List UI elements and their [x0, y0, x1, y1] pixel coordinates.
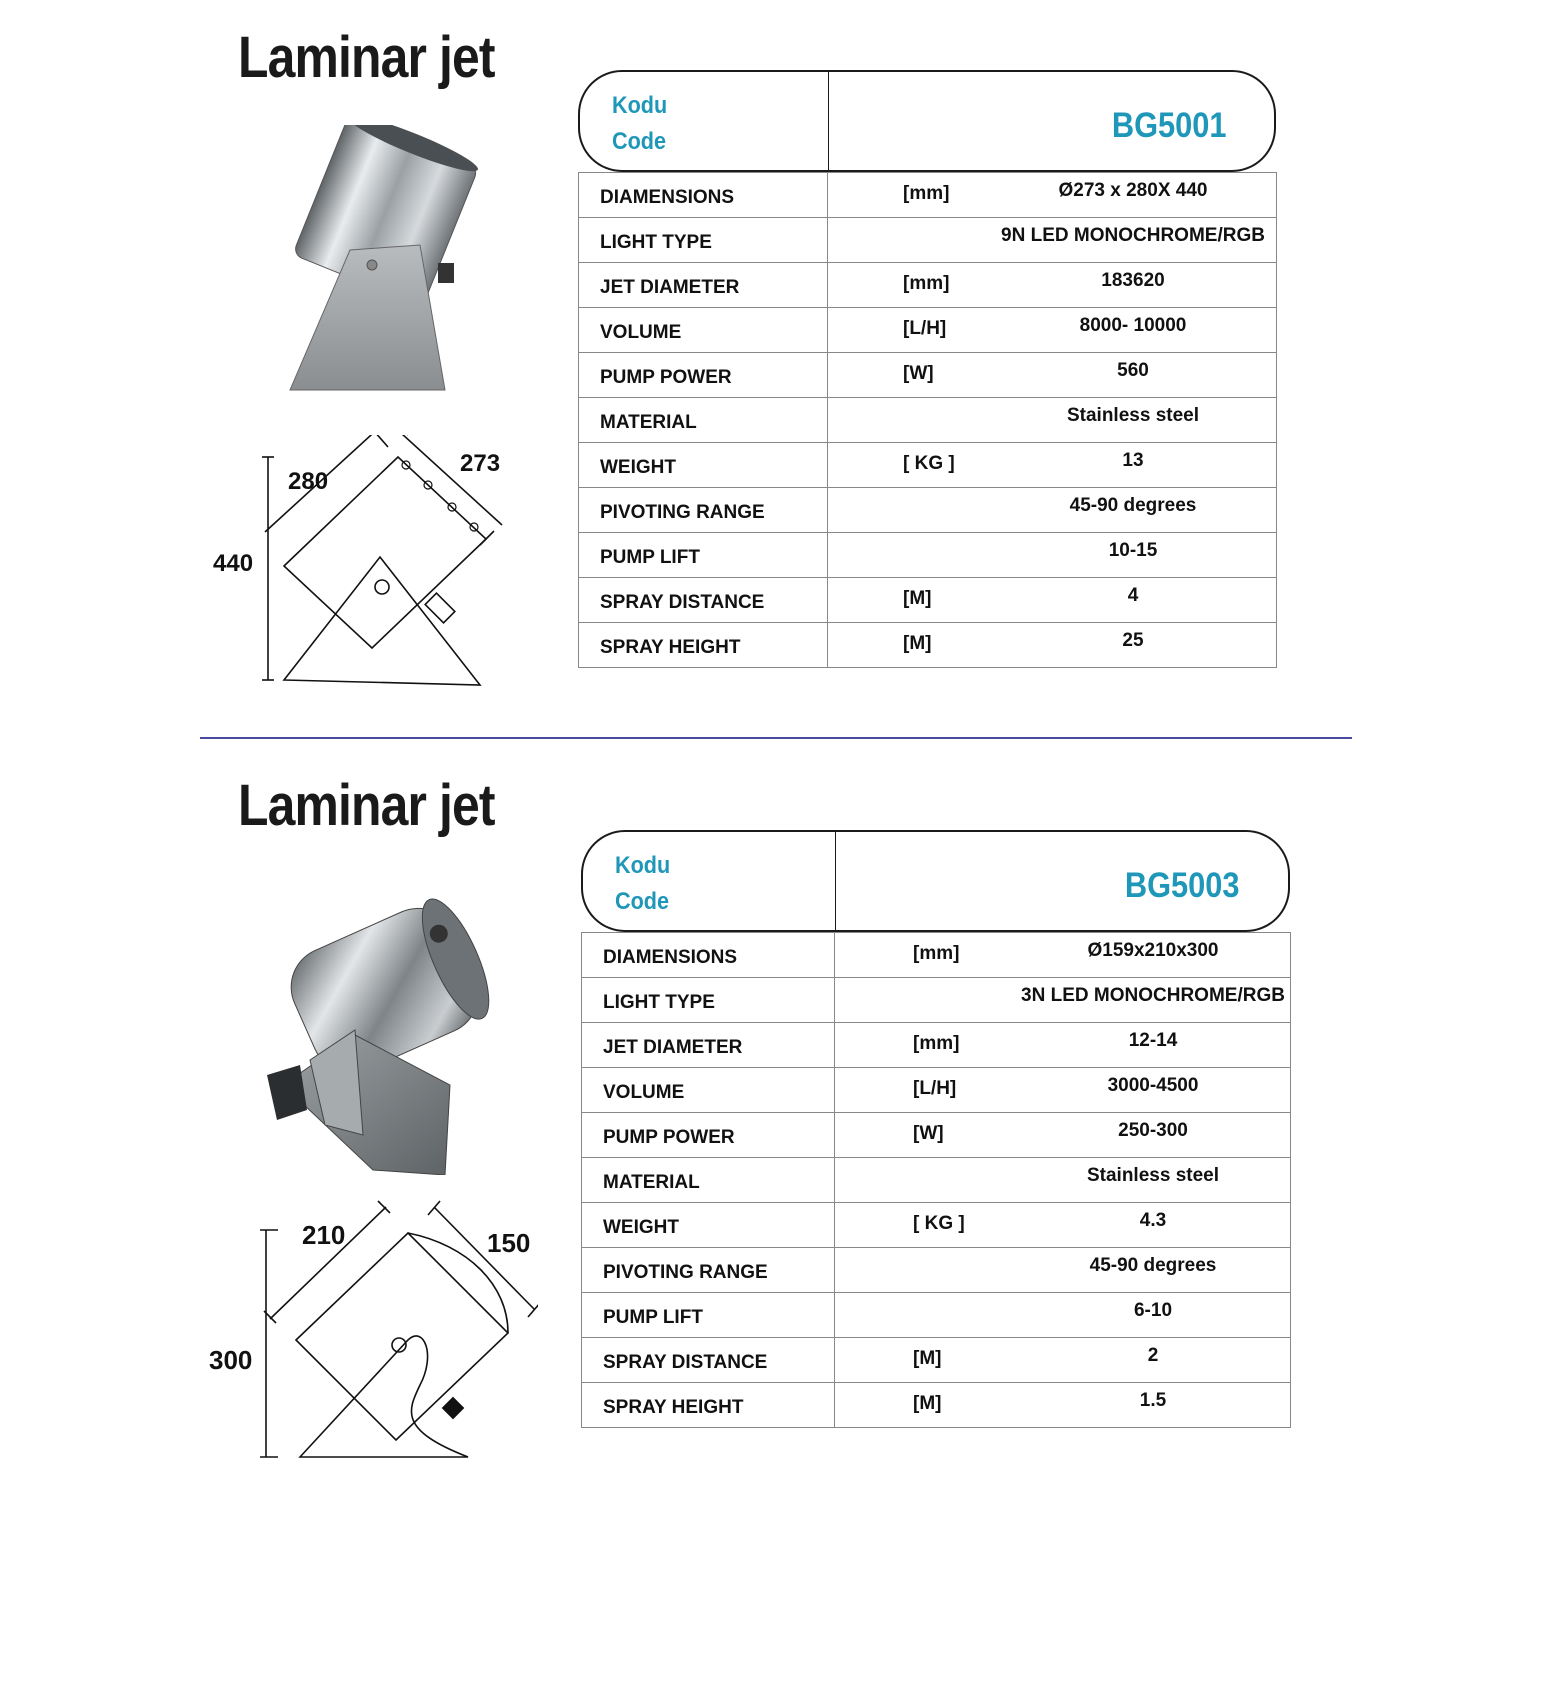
spec-value: 4 [1127, 585, 1139, 606]
spec-row [582, 1023, 1291, 1068]
spec-value-cell [835, 1023, 1291, 1068]
spec-row [579, 488, 1277, 533]
spec-value-cell [828, 488, 1277, 533]
kodu-label: Kodu [612, 92, 668, 119]
spec-label: JET DIAMETER [582, 1023, 835, 1068]
spec-value: 183620 [1101, 270, 1165, 291]
spec-label: MATERIAL [579, 398, 828, 443]
spec-label: SPRAY HEIGHT [579, 623, 828, 668]
spec-label: WEIGHT [582, 1203, 835, 1248]
spec-value: 3N LED MONOCHROME/RGB [1021, 985, 1285, 1006]
spec-row [579, 623, 1277, 668]
spec-row [582, 1248, 1291, 1293]
product-1-photo [270, 125, 480, 395]
kodu-code-label [615, 848, 670, 920]
kodu-code-label [612, 88, 667, 160]
product-2-photo [255, 885, 500, 1175]
spec-row [582, 1068, 1291, 1113]
spec-row [579, 578, 1277, 623]
spec-unit: [ KG ] [913, 1213, 965, 1234]
spec-unit: [ KG ] [903, 453, 955, 474]
spec-unit: [mm] [913, 943, 960, 964]
spec-label: PIVOTING RANGE [582, 1248, 835, 1293]
kodu-label: Kodu [615, 852, 671, 879]
spec-value-cell [835, 1158, 1291, 1203]
spec-row [582, 1113, 1291, 1158]
spec-row [579, 263, 1277, 308]
spec-row [579, 443, 1277, 488]
spec-row [582, 1158, 1291, 1203]
spec-row [579, 533, 1277, 578]
spec-value: 8000- 10000 [1079, 315, 1187, 336]
product-2-spec-table [581, 830, 1290, 1428]
spec-label: PIVOTING RANGE [579, 488, 828, 533]
spec-row [582, 978, 1291, 1023]
spec-row [579, 353, 1277, 398]
spec-label: PUMP LIFT [582, 1293, 835, 1338]
spec-value-cell [835, 1338, 1291, 1383]
spec-unit: [W] [903, 363, 934, 384]
spec-row [579, 173, 1277, 218]
spec-unit: [M] [903, 633, 932, 654]
spec-label: DIAMENSIONS [582, 933, 835, 978]
spec-value: Stainless steel [1086, 1165, 1220, 1186]
spec-value: 13 [1122, 450, 1144, 471]
product-2-title: Laminar jet [238, 773, 495, 838]
spec-value-cell [828, 443, 1277, 488]
spec-unit: [mm] [913, 1033, 960, 1054]
spec-value: 9N LED MONOCHROME/RGB [1001, 225, 1265, 246]
spec-label: JET DIAMETER [579, 263, 828, 308]
product-2-dim-length: 210 [302, 1220, 346, 1250]
spec-value: 25 [1122, 630, 1144, 651]
spec-label: PUMP POWER [579, 353, 828, 398]
spec-unit: [M] [913, 1348, 942, 1369]
spec-row [582, 1203, 1291, 1248]
spec-row [582, 1293, 1291, 1338]
spec-unit: [M] [903, 588, 932, 609]
spec-row [579, 398, 1277, 443]
spec-label: LIGHT TYPE [579, 218, 828, 263]
spec-value: 6-10 [1133, 1300, 1173, 1321]
spec-value-cell [835, 1203, 1291, 1248]
spec-value: 45-90 degrees [1069, 495, 1197, 516]
product-1-title: Laminar jet [238, 25, 495, 90]
spec-value: 250-300 [1118, 1120, 1188, 1141]
spec-value-cell [828, 578, 1277, 623]
spec-label: VOLUME [579, 308, 828, 353]
spec-value-cell [828, 263, 1277, 308]
spec-value: 4.3 [1139, 1210, 1167, 1231]
spec-unit: [M] [913, 1393, 942, 1414]
spec-row [579, 308, 1277, 353]
spec-label: WEIGHT [579, 443, 828, 488]
spec-value: Ø273 x 280X 440 [1058, 180, 1208, 201]
spec-label: SPRAY HEIGHT [582, 1383, 835, 1428]
spec-unit: [mm] [903, 273, 950, 294]
spec-label: VOLUME [582, 1068, 835, 1113]
spec-value: 45-90 degrees [1089, 1255, 1217, 1276]
spec-label: SPRAY DISTANCE [582, 1338, 835, 1383]
spec-label: DIAMENSIONS [579, 173, 828, 218]
product-1-dim-diameter: 273 [460, 450, 501, 477]
spec-value: Ø159x210x300 [1087, 940, 1219, 961]
product-1-code-header [578, 70, 1276, 172]
spec-row [582, 1383, 1291, 1428]
product-2-code: BG5003 [1124, 866, 1240, 905]
spec-value: 10-15 [1108, 540, 1158, 561]
spec-label: MATERIAL [582, 1158, 835, 1203]
spec-value-cell [835, 1113, 1291, 1158]
spec-unit: [L/H] [913, 1078, 957, 1099]
product-2-dim-diameter: 150 [487, 1228, 531, 1258]
spec-row [582, 1338, 1291, 1383]
spec-value: Stainless steel [1066, 405, 1200, 426]
spec-row [582, 933, 1291, 978]
spec-value-cell [835, 1068, 1291, 1113]
code-label: Code [612, 128, 666, 155]
spec-value-cell [835, 1293, 1291, 1338]
product-2-code-header [581, 830, 1290, 932]
spec-label: PUMP POWER [582, 1113, 835, 1158]
spec-label: SPRAY DISTANCE [579, 578, 828, 623]
spec-unit: [mm] [903, 183, 950, 204]
product-2-rows [581, 932, 1291, 1428]
product-1-code: BG5001 [1111, 106, 1227, 145]
product-1-dim-length: 280 [288, 468, 329, 495]
spec-label: PUMP LIFT [579, 533, 828, 578]
product-2-dim-height: 300 [209, 1345, 253, 1375]
spec-label: LIGHT TYPE [582, 978, 835, 1023]
spec-value: 2 [1147, 1345, 1159, 1366]
spec-value-cell [828, 398, 1277, 443]
spec-value-cell [828, 173, 1277, 218]
spec-value-cell [835, 978, 1291, 1023]
spec-value: 1.5 [1139, 1390, 1167, 1411]
section-divider [200, 737, 1352, 739]
spec-unit: [W] [913, 1123, 944, 1144]
code-label: Code [615, 888, 669, 915]
spec-row [579, 218, 1277, 263]
product-1-spec-table [578, 70, 1276, 668]
spec-value-cell [835, 1383, 1291, 1428]
spec-value-cell [828, 308, 1277, 353]
spec-value: 3000-4500 [1107, 1075, 1199, 1096]
spec-value-cell [828, 218, 1277, 263]
spec-value-cell [828, 533, 1277, 578]
spec-value: 560 [1117, 360, 1149, 381]
spec-value-cell [828, 353, 1277, 398]
spec-value-cell [835, 933, 1291, 978]
product-1-dim-height: 440 [213, 550, 254, 577]
spec-unit: [L/H] [903, 318, 947, 339]
spec-value-cell [828, 623, 1277, 668]
product-1-rows [578, 172, 1277, 668]
spec-value-cell [835, 1248, 1291, 1293]
spec-value: 12-14 [1128, 1030, 1178, 1051]
